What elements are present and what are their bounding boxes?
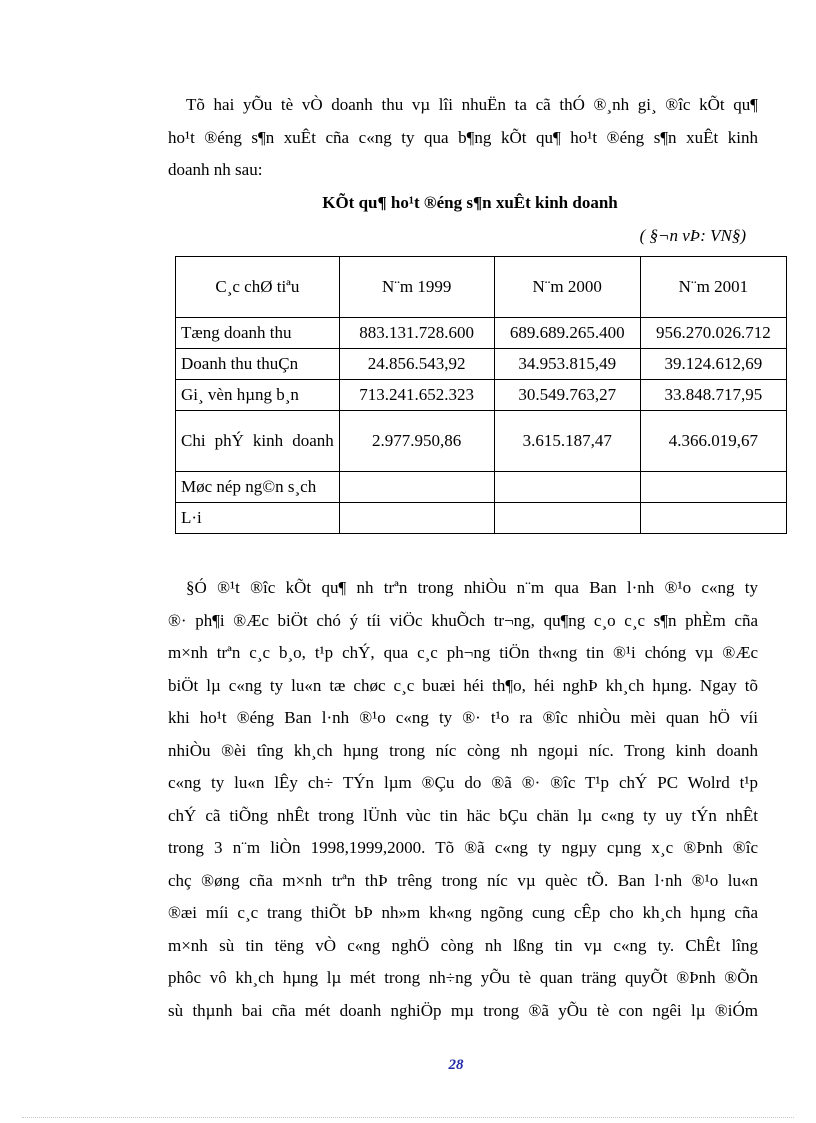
text-line: trong 3 n¨m liÒn 1998,1999,2000. Tõ ®ã c«ng ty ngµy cµng x¸c ®Þnh ®îc (168, 838, 758, 857)
table-row (176, 380, 787, 411)
table-row (176, 318, 787, 349)
page-number: 28 (448, 1057, 464, 1073)
table-row (176, 503, 787, 534)
table-cell: 3.615.187,47 (494, 411, 640, 472)
table-row (176, 411, 787, 472)
text-line: Tõ hai yÕu tè vÒ doanh thu vµ lîi nhuËn ta cã thÓ ®¸nh gi¸ ®îc kÕt qu¶ (186, 95, 758, 114)
text-line: biÖt lµ c«ng ty lu«n tæ chøc c¸c buæi héi th¶o, héi nghÞ kh¸ch hµng. Ngay tõ (168, 675, 758, 695)
results-table (175, 256, 787, 534)
intro-paragraph (168, 89, 758, 187)
table-cell: 39.124.612,69 (640, 349, 786, 380)
page-footer-divider (22, 1117, 794, 1118)
table-cell (339, 472, 494, 503)
text-line: ho¹t ®éng s¶n xuÊt cña c«ng ty qua b¶ng kÕt qu¶ ho¹t ®éng s¶n xuÊt kinh (168, 127, 758, 147)
table-cell (494, 472, 640, 503)
table-cell: 33.848.717,95 (640, 380, 786, 411)
header-year-2001: N¨m 2001 (640, 257, 786, 318)
text-line: chç ®øng cña m×nh trªn thÞ trêng trong níc vµ quèc tÕ. Ban l·nh ®¹o lu«n (168, 870, 758, 890)
text-line: c«ng ty lu«n lÊy ch÷ TÝn lµm ®Çu do ®ã ®· ®îc T¹p chÝ PC Wolrd t¹p (168, 773, 758, 792)
table-cell: 4.366.019,67 (640, 411, 786, 472)
body-paragraph (168, 572, 758, 1027)
text-line: chÝ cã tiÕng nhÊt trong lÜnh vùc tin häc bÇu chän lµ c«ng ty uy tÝn nhÊt (168, 805, 758, 825)
table-cell (339, 503, 494, 534)
table-row (176, 349, 787, 380)
table-cell: 883.131.728.600 (339, 318, 494, 349)
table-cell: 713.241.652.323 (339, 380, 494, 411)
table-cell (494, 503, 640, 534)
text-line: doanh nh sau: (168, 160, 263, 179)
row-label: Gi¸ vèn hµng b¸n (176, 380, 340, 411)
table-cell (640, 472, 786, 503)
table-cell: 34.953.815,49 (494, 349, 640, 380)
table-cell (640, 503, 786, 534)
text-line: sù thµnh bai cña mét doanh nghiÖp mµ trong ®ã yÕu tè con ngêi lµ ®iÓm (168, 1000, 758, 1020)
unit-note: ( §¬n vÞ: VN§) (639, 226, 746, 245)
text-line: ®· ph¶i ®Æc biÖt chó ý tíi viÖc khuÕch tr¬ng, qu¶ng c¸o c¸c s¶n phÈm cña (168, 610, 758, 630)
table-cell: 2.977.950,86 (339, 411, 494, 472)
table-cell: 30.549.763,27 (494, 380, 640, 411)
text-line: nhiÒu ®èi tîng kh¸ch hµng trong níc còng nh ngoµi níc. Trong kinh doanh (168, 740, 758, 760)
text-line: phôc vô kh¸ch hµng lµ mét trong nh÷ng yÕu tè quan träng quyÕt ®Þnh ®Õn (168, 968, 758, 987)
table-row (176, 472, 787, 503)
table-cell: 689.689.265.400 (494, 318, 640, 349)
text-line: khi ho¹t ®éng Ban l·nh ®¹o c«ng ty ®· t¹o ra ®îc nhiÒu mèi quan hÖ víi (168, 708, 758, 727)
table-header-row (176, 257, 787, 318)
row-label: Doanh thu thuÇn (176, 349, 340, 380)
table-title: KÕt qu¶ ho¹t ®éng s¶n xuÊt kinh doanh (322, 193, 618, 212)
table-cell: 24.856.543,92 (339, 349, 494, 380)
text-line: §Ó ®¹t ®îc kÕt qu¶ nh trªn trong nhiÒu n¨m qua Ban l·nh ®¹o c«ng ty (186, 578, 758, 597)
text-line: m×nh sù tin tëng vÒ c«ng nghÖ còng nh lßng tin vµ c«ng ty. ChÊt lîng (168, 935, 758, 955)
row-label: Tæng doanh thu (176, 318, 340, 349)
text-line: ®æi míi c¸c trang thiÕt bÞ nh»m kh«ng ngõng cung cÊp cho kh¸ch hµng cña (168, 903, 758, 922)
header-year-2000: N¨m 2000 (494, 257, 640, 318)
text-line: m×nh trªn c¸c b¸o, t¹p chÝ, qua c¸c ph¬ng tiÖn th«ng tin ®¹i chóng vµ ®Æc (168, 643, 758, 662)
header-year-1999: N¨m 1999 (339, 257, 494, 318)
row-label: Møc nép ng©n s¸ch (176, 472, 340, 503)
row-label: Chi phÝ kinh doanh (176, 411, 340, 472)
header-indicators: C¸c chØ tiªu (176, 257, 340, 318)
table-cell: 956.270.026.712 (640, 318, 786, 349)
row-label: L·i (176, 503, 340, 534)
